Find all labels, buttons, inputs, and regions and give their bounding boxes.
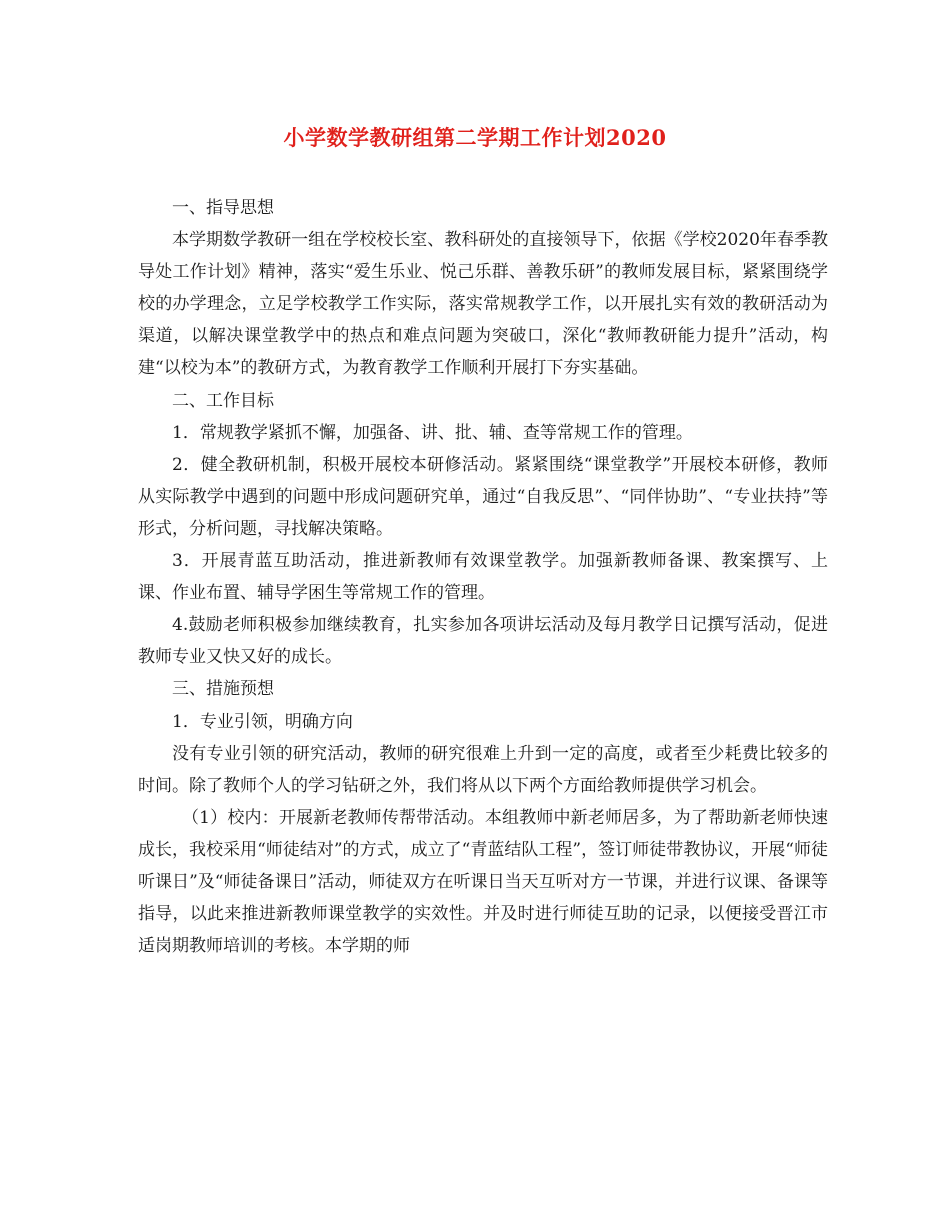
goal-item-4: 4.鼓励老师积极参加继续教育，扎实参加各项讲坛活动及每月教学日记撰写活动，促进教师专业又快又好的成长。: [138, 615, 828, 668]
goal-item-3: 3．开展青蓝互助活动，推进新教师有效课堂教学。加强新教师备课、教案撰写、上课、作业布置、辅导学困生等常规工作的管理。: [138, 551, 828, 604]
measure-item-1-heading: 1．专业引领，明确方向: [172, 711, 353, 732]
paragraph-guiding-ideology: 本学期数学教研一组在学校校长室、教科研处的直接领导下，依据《学校2020年春季教导处工作计划》精神，落实“爱生乐业、悦己乐群、善教乐研”的教师发展目标，紧紧围绕学校的办学理念，立足学校教学工作实际，落实常规教学工作，以开展扎实有效的教研活动为渠道，以解决课堂教学中的热点和难点问题为突破口，深化“教师教研能力提升”活动，构建“以校为本”的教研方式，为教育教学工作顺利开展打下夯实基础。: [138, 230, 828, 379]
paragraph-in-school-mentoring: （1）校内：开展新老教师传帮带活动。本组教师中新老师居多，为了帮助新老师快速成长，我校采用“师徒结对”的方式，成立了“青蓝结队工程”，签订师徒带教协议，开展“师徒听课日”及“师徒备课日”活动，师徒双方在听课日当天互听对方一节课，并进行议课、备课等指导，以此来推进新教师课堂教学的实效性。并及时进行师徒互助的记录，以便接受晋江市适岗期教师培训的考核。本学期的师: [138, 807, 828, 957]
document-body: [138, 192, 828, 962]
document-title: 小学数学教研组第二学期工作计划2020: [283, 125, 667, 150]
goal-item-2: 2．健全教研机制，积极开展校本研修活动。紧紧围绕“课堂教学”开展校本研修，教师从实际教学中遇到的问题中形成问题研究单，通过“自我反思”、“同伴协助”、“专业扶持”等形式，分析问题，寻找解决策略。: [138, 454, 828, 539]
section-heading-work-goals: 二、工作目标: [172, 390, 274, 411]
goal-item-1: 1．常规教学紧抓不懈，加强备、讲、批、辅、查等常规工作的管理。: [172, 422, 693, 443]
section-heading-measures: 三、措施预想: [172, 679, 274, 700]
section-heading-guiding-ideology: 一、指导思想: [172, 198, 274, 218]
paragraph-professional-guidance: 没有专业引领的研究活动，教师的研究很难上升到一定的高度，或者至少耗费比较多的时间。除了教师个人的学习钻研之外，我们将从以下两个方面给教师提供学习机会。: [138, 743, 828, 796]
